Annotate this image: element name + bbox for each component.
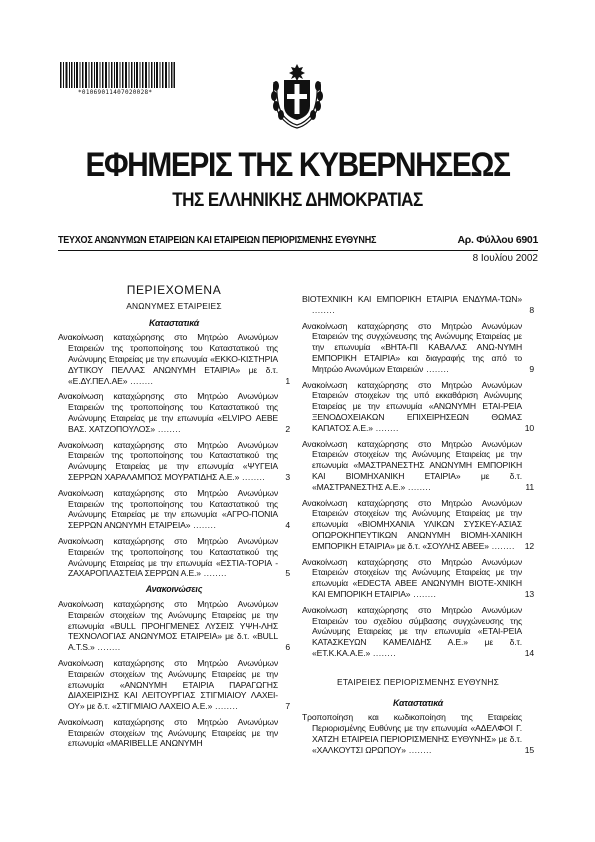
dot-leader: ........ bbox=[405, 481, 432, 492]
section-heading-ltd: ΕΤΑΙΡΕΙΕΣ ΠΕΡΙΟΡΙΣΜΕΝΗΣ ΕΥΘΥΝΗΣ bbox=[337, 676, 499, 687]
entry-text: Ανακοίνωση καταχώρησης στο Μητρώο Ανωνύμων Εταιρειών στοιχείων της Ανώνυμης Εταιρείας με την επωνυμία «EDECTA ΑΒΕΕ ΑΝΩΝΥΜΗ ΒΙΟΤΕ-ΧΝΙΚΗ ΚΑΙ ΕΜΠΟΡΙΚΗ ΕΤΑΙΡΙΑ» bbox=[302, 556, 522, 599]
entry-text: Ανακοίνωση καταχώρησης στο Μητρώο Ανωνύμων Εταιρειών της συγχώνευσης της Ανώνυμης Εταιρείας με την επωνυμία «ΒΗΤΑ-ΠΙ ΚΑΒΑΛΑΣ ΑΝΩ-ΝΥΜΗ ΕΜΠΟΡΙΚΗ ΕΤΑΙΡΙΑ» και διαγραφής της από το Μητρώο Ανωνύμων Εταιρειών bbox=[302, 320, 522, 374]
contents-entry bbox=[302, 498, 534, 552]
contents-entry bbox=[302, 321, 534, 375]
dot-leader: ........ bbox=[212, 701, 239, 712]
contents-entry bbox=[58, 440, 290, 483]
entry-text: Ανακοίνωση καταχώρησης στο Μητρώο Ανωνύμων Εταιρειών του σχεδίου σύμβασης συγχώνευσης της Ανώνυμης Εταιρείας με την επωνυμία «ΕΤΑΙ-ΡΕΙΑ ΚΑΤΑΣΚΕΥΩΝ ΚΑΜΕΛΙΔΗΣ Α.Ε.» με δ.τ. «ΕΤ.Κ.ΚΑ.Α.Ε.» bbox=[302, 604, 522, 658]
dot-leader: ........ bbox=[423, 363, 450, 374]
contents-entry bbox=[302, 712, 534, 755]
page-number: 9 bbox=[529, 363, 534, 374]
contents-heading: ΠΕΡΙΕΧΟΜΕΝΑ bbox=[126, 283, 222, 297]
page-number: 8 bbox=[529, 304, 534, 315]
page-number: 12 bbox=[524, 540, 534, 551]
dot-leader: ........ bbox=[155, 423, 182, 434]
page-number: 3 bbox=[285, 471, 290, 482]
page-number: 15 bbox=[524, 744, 534, 755]
dot-leader: ........ bbox=[488, 540, 515, 551]
coat-of-arms-emblem bbox=[268, 62, 326, 132]
entry-text: Τροποποίηση και κωδικοποίηση της Εταιρείας Περιορισμένης Ευθύνης με την επωνυμία «ΑΔΕΛΦΟΙ Γ. ΧΑΤΖΗ ΕΤΑΙΡΕΙΑ ΠΕΡΙΟΡΙΣΜΕΝΗΣ ΕΥΘΥΝΗΣ» με δ.τ. «ΧΑΛΚΟΥΤΣΙ ΩΡΩΠΟΥ» bbox=[302, 712, 522, 755]
entry-text: Ανακοίνωση καταχώρησης στο Μητρώο Ανωνύμων Εταιρειών της τροποποίησης του Καταστατικού της Ανώνυμης Εταιρείας με την επωνυμία «ΕΚΚΟ-ΚΙΣΤΗΡΙΑ ΔΥΤΙΚΟΥ ΠΕΛΛΑΣ ΑΝΩΝΥΜΗ ΕΤΑΙΡΙΑ» με δ.τ. «Ε.ΔΥ.ΠΕΛ.ΑΕ» bbox=[58, 332, 278, 386]
entry-list-ltd bbox=[302, 712, 534, 755]
contents-entry bbox=[302, 439, 534, 493]
section-heading-sa: ΑΝΩΝΥΜΕΣ ΕΤΑΙΡΕΙΕΣ bbox=[126, 300, 222, 311]
entry-list-statutes bbox=[58, 332, 290, 579]
dot-leader: ........ bbox=[190, 520, 217, 531]
page-number: 1 bbox=[285, 375, 290, 386]
sheet-number: Αρ. Φύλλου 6901 bbox=[457, 234, 538, 246]
contents-entry bbox=[302, 557, 534, 600]
entry-text: Ανακοίνωση καταχώρησης στο Μητρώο Ανωνύμων Εταιρειών της τροποποίησης του Καταστατικού της Ανώνυμης Εταιρείας με την επωνυμία «ΨΥΓΕΙΑ ΣΕΡΡΩΝ ΧΑΡΑΛΑΜΠΟΣ ΜΟΥΡΑΤΙΔΗΣ Α.Ε.» bbox=[58, 439, 278, 482]
entry-text: ΒΙΟΤΕΧΝΙΚΗ ΚΑΙ ΕΜΠΟΡΙΚΗ ΕΤΑΙΡΙΑ ΕΝΔΥΜΑ-ΤΩΝ» bbox=[302, 294, 522, 304]
dot-leader: ........ bbox=[127, 375, 154, 386]
page-number: 13 bbox=[524, 588, 534, 599]
contents-left-column bbox=[58, 283, 290, 754]
contents-entry bbox=[302, 294, 534, 316]
dot-leader: ........ bbox=[239, 471, 266, 482]
dot-leader: ........ bbox=[410, 588, 437, 599]
issue-series: ΤΕΥΧΟΣ ΑΝΩΝΥΜΩΝ ΕΤΑΙΡΕΙΩΝ ΚΑΙ ΕΤΑΙΡΕΙΩΝ ΠΕΡΙΟΡΙΣΜΕΝΗΣ ΕΥΘΥΝΗΣ bbox=[58, 234, 377, 246]
page-number: 2 bbox=[285, 423, 290, 434]
contents-right-column bbox=[302, 294, 534, 760]
entry-text: Ανακοίνωση καταχώρησης στο Μητρώο Ανωνύμων Εταιρειών στοιχείων της Ανώνυμης Εταιρείας με την επωνυμία «MARIBELLE ΑΝΩΝΥΜΗ bbox=[58, 716, 278, 749]
dot-leader: ........ bbox=[405, 744, 432, 755]
page-number: 7 bbox=[285, 701, 290, 712]
sub-heading-announcements: Ανακοινώσεις bbox=[145, 584, 203, 595]
contents-entry bbox=[58, 717, 290, 749]
page-number: 4 bbox=[285, 520, 290, 531]
entry-text: Ανακοίνωση καταχώρησης στο Μητρώο Ανωνύμων Εταιρειών στοιχείων της Ανώνυμης Εταιρείας με την επωνυμία «BULL ΠΡΟΗΓΜΕΝΕΣ ΛΥΣΕΙΣ ΥΨΗ-ΛΗΣ ΤΕΧΝΟΛΟΓΙΑΣ ΑΝΩΝΥΜΟΣ ΕΤΑΙΡΕΙΑ» με δ.τ. «BULL A.T.S.» bbox=[58, 598, 278, 653]
gazette-subtitle: ΤΗΣ ΕΛΛΗΝΙΚΗΣ ΔΗΜΟΚΡΑΤΙΑΣ bbox=[172, 190, 423, 211]
gazette-title: ΕΦΗΜΕΡΙΣ ΤΗΣ ΚΥΒΕΡΝΗΣΕΩΣ bbox=[85, 146, 510, 184]
contents-entry bbox=[58, 488, 290, 531]
entry-list-announcements bbox=[58, 599, 290, 749]
sub-heading-statutes: Καταστατικά bbox=[148, 317, 200, 328]
dot-leader: ........ bbox=[312, 304, 336, 315]
contents-entry bbox=[302, 380, 534, 434]
contents-entry bbox=[58, 536, 290, 579]
contents-entry bbox=[58, 391, 290, 434]
dot-leader: ........ bbox=[94, 642, 121, 653]
page-number: 14 bbox=[524, 647, 534, 658]
entry-text: Ανακοίνωση καταχώρησης στο Μητρώο Ανωνύμων Εταιρειών στοιχείων της Ανώνυμης Εταιρείας με την επωνυμία «ΑΝΩΝΥΜΗ ΕΤΑΙΡΙΑ ΠΑΡΑΓΩΓΗΣ ΔΙΑΧΕΙΡΙΣΗΣ ΚΑΙ ΛΕΙΤΟΥΡΓΙΑΣ ΣΤΙΓΜΙΑΙΟΥ ΛΑΧΕΙ-ΟΥ» με δ.τ. «ΣΤΙΓΜΙΑΙΟ ΛΑΧΕΙΟ Α.Ε.» bbox=[58, 657, 278, 712]
entry-text: Ανακοίνωση καταχώρησης στο Μητρώο Ανωνύμων Εταιρειών στοιχείων της Ανώνυμης Εταιρείας με την επωνυμία «ΜΑΣΤΡΑΝΕΣΤΗΣ ΑΝΩΝΥΜΗ ΕΜΠΟΡΙΚΗ ΚΑΙ ΒΙΟΜΗΧΑΝΙΚΗ ΕΤΑΙΡΙΑ» με δ.τ. «ΜΑΣΤΡΑΝΕΣΤΗΣ Α.Ε.» bbox=[302, 438, 522, 492]
entry-text: Ανακοίνωση καταχώρησης στο Μητρώο Ανωνύμων Εταιρειών της τροποποίησης του Καταστατικού της Ανώνυμης Εταιρείας με την επωνυμία «ΑΓΡΟ-ΠΟΝΙΑ ΣΕΡΡΩΝ ΑΝΩΝΥΜΗ ΕΤΑΙΡΕΙΑ» bbox=[58, 487, 278, 531]
entry-text: Ανακοίνωση καταχώρησης στο Μητρώο Ανωνύμων Εταιρειών στοιχείων της Ανώνυμης Εταιρείας με την επωνυμία «ΒΙΟΜΗΧΑΝΙΑ ΥΛΙΚΩΝ ΣΥΣΚΕΥ-ΑΣΙΑΣ ΟΠΩΡΟΚΗΠΕΥΤΙΚΩΝ ΑΝΩΝΥΜΗ ΒΙΟΜΗ-ΧΑΝΙΚΗ ΕΜΠΟΡΙΚΗ ΕΤΑΙΡΙΑ» με δ.τ. «ΣΟΥΛΗΣ ΑΒΕΕ» bbox=[302, 497, 522, 551]
contents-entry bbox=[302, 605, 534, 659]
contents-entry bbox=[58, 332, 290, 386]
dot-leader: ........ bbox=[370, 647, 397, 658]
entry-text: Ανακοίνωση καταχώρησης στο Μητρώο Ανωνύμων Εταιρειών στοιχείων της υπό εκκαθάριση Ανώνυμης Εταιρείας με την επωνυμία «ΑΝΩΝΥΜΗ ΕΤΑΙ-ΡΕΙΑ ΞΕΝΟΔΟΧΕΙΑΚΩΝ ΕΠΙΧΕΙΡΗΣΕΩΝ ΘΩΜΑΣ ΚΑΠΑΤΟΣ Α.Ε.» bbox=[302, 379, 522, 433]
barcode bbox=[60, 62, 175, 88]
header-rule bbox=[58, 250, 538, 251]
barcode-digits: *01069011407020028* bbox=[78, 89, 153, 96]
dot-leader: ........ bbox=[372, 422, 399, 433]
sub-heading-statutes-ltd: Καταστατικά bbox=[392, 697, 444, 708]
dot-leader: ........ bbox=[200, 568, 227, 579]
entry-list-announcements-cont bbox=[302, 294, 534, 659]
page-number: 10 bbox=[524, 422, 534, 433]
page-number: 6 bbox=[285, 642, 290, 653]
entry-text: Ανακοίνωση καταχώρησης στο Μητρώο Ανωνύμων Εταιρειών της τροποποίησης του Καταστατικού της Ανώνυμης Εταιρείας με την επωνυμία «ΕΣΤΙΑ-ΤΟΡΙΑ - ΖΑΧΑΡΟΠΛΑΣΤΕΙΑ ΣΕΡΡΩΝ Α.Ε.» bbox=[58, 535, 278, 579]
page-number: 5 bbox=[285, 568, 290, 579]
entry-text: Ανακοίνωση καταχώρησης στο Μητρώο Ανωνύμων Εταιρειών της τροποποίησης του Καταστατικού της Ανώνυμης Εταιρείας με την επωνυμία «ELVIPO ΑΕΒΕ ΒΑΣ. ΧΑΤΖΟΠΟΥΛΟΣ» bbox=[58, 391, 278, 434]
contents-entry bbox=[58, 599, 290, 653]
page-number: 11 bbox=[525, 481, 534, 492]
contents-entry bbox=[58, 658, 290, 712]
issue-date: 8 Ιουλίου 2002 bbox=[472, 253, 538, 264]
